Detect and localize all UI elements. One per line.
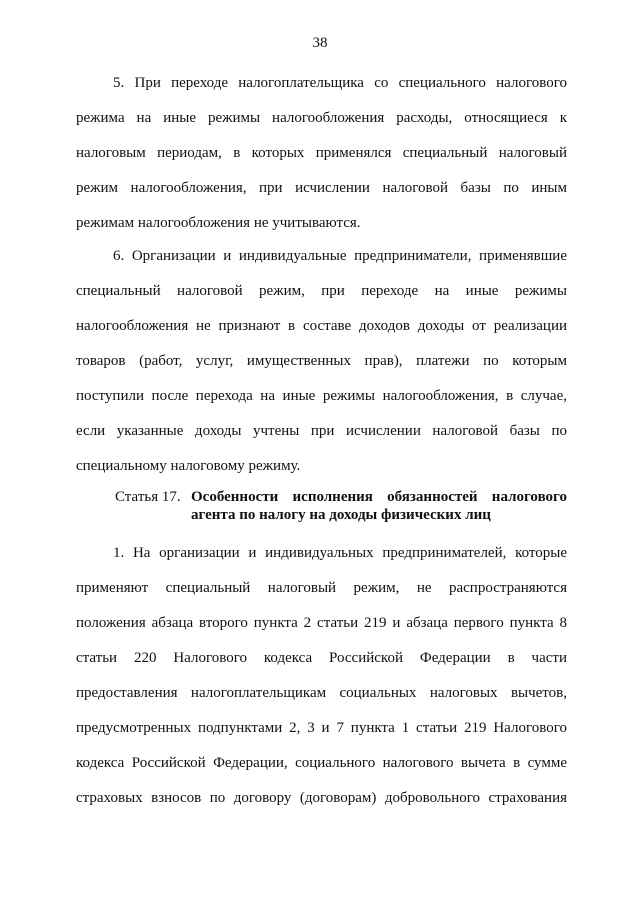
paragraph-line: товаров (работ, услуг, имущественных прав), платежи по которым (76, 353, 567, 369)
paragraph-line: 6. Организации и индивидуальные предприниматели, применявшие (113, 248, 567, 264)
paragraph-line: специальному налоговому режиму. (76, 458, 301, 474)
paragraph-line: режим налогообложения, при исчислении налоговой базы по иным (76, 180, 567, 196)
paragraph-line: налогообложения не признают в составе доходов доходы от реализации (76, 318, 567, 334)
paragraph-line: режима на иные режимы налогообложения расходы, относящиеся к (76, 110, 567, 126)
article-title-line: Особенности исполнения обязанностей налогового (191, 489, 567, 505)
paragraph-line: специальный налоговой режим, при переходе на иные режимы (76, 283, 567, 299)
paragraph-line: режимам налогообложения не учитываются. (76, 215, 361, 231)
paragraph-line: применяют специальный налоговый режим, не распространяются (76, 580, 567, 596)
paragraph-line: 1. На организации и индивидуальных предпринимателей, которые (113, 545, 567, 561)
paragraph-line: положения абзаца второго пункта 2 статьи 219 и абзаца первого пункта 8 (76, 615, 567, 631)
paragraph-line: предусмотренных подпунктами 2, 3 и 7 пункта 1 статьи 219 Налогового (76, 720, 567, 736)
paragraph-line: 5. При переходе налогоплательщика со специального налогового (113, 75, 567, 91)
paragraph-line: статьи 220 Налогового кодекса Российской Федерации в части (76, 650, 567, 666)
paragraph-line: поступили после перехода на иные режимы налогообложения, в случае, (76, 388, 567, 404)
paragraph-line: предоставления налогоплательщикам социальных налоговых вычетов, (76, 685, 567, 701)
article-title-line: агента по налогу на доходы физических лиц (191, 507, 491, 523)
paragraph-line: страховых взносов по договору (договорам) добровольного страхования (76, 790, 567, 806)
paragraph-1 (76, 536, 567, 816)
paragraph-line: налоговым периодам, в которых применялся специальный налоговый (76, 145, 567, 161)
article-label: Статья 17. (115, 489, 181, 505)
paragraph-line: кодекса Российской Федерации, социального налогового вычета в сумме (76, 755, 567, 771)
article-title (191, 488, 567, 524)
paragraph-6 (76, 239, 567, 484)
paragraph-5 (76, 66, 567, 241)
page-number: 38 (312, 35, 328, 51)
paragraph-line: если указанные доходы учтены при исчислении налоговой базы по (76, 423, 567, 439)
